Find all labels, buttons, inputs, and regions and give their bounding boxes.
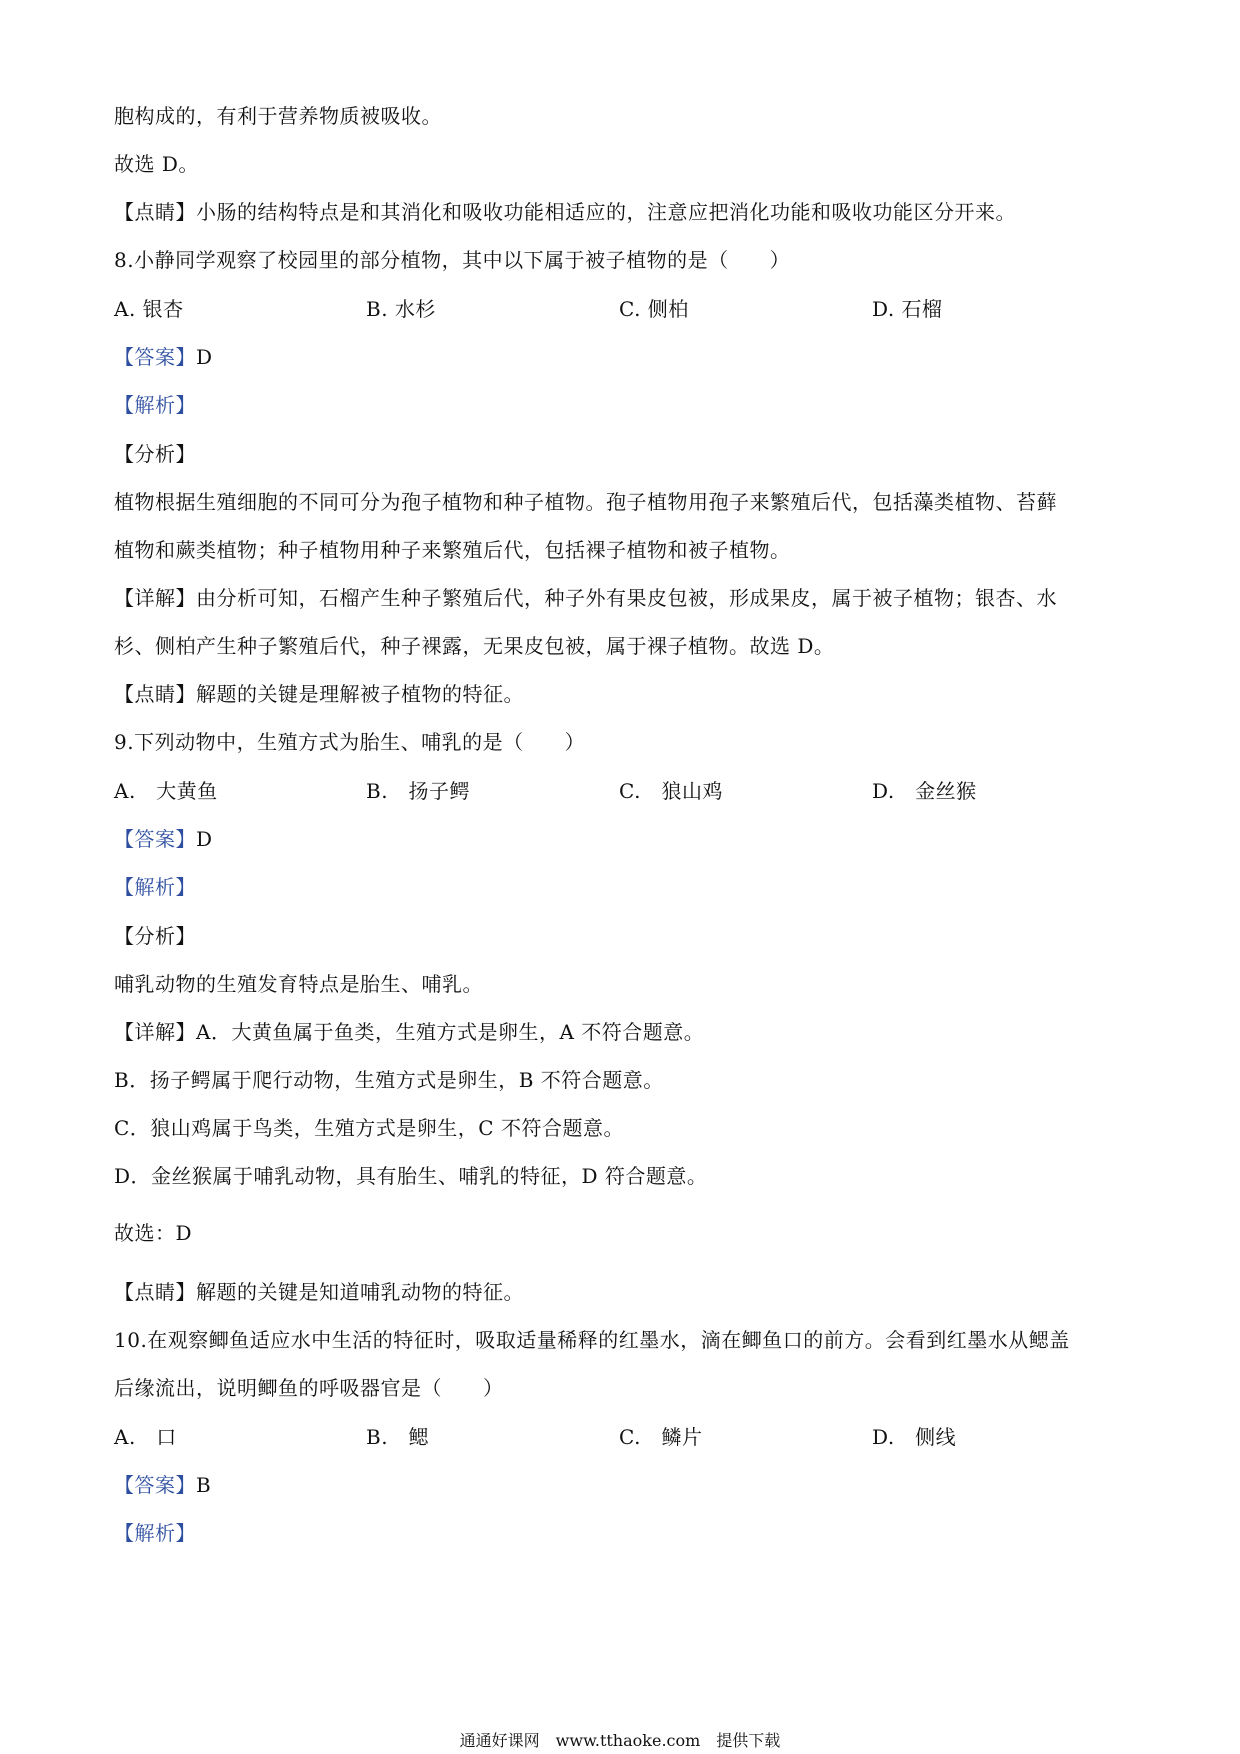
- q9-xiangjie-line-3: C．狼山鸡属于鸟类，生殖方式是卵生，C 不符合题意。: [114, 1116, 624, 1140]
- xiangjie-tag: 【详解】: [114, 1020, 196, 1044]
- note-tag: 【点睛】: [114, 200, 196, 224]
- q9-xiangjie-line-2: B．扬子鳄属于爬行动物，生殖方式是卵生，B 不符合题意。: [114, 1068, 664, 1092]
- question-10-stem-line-2: 后缘流出，说明鲫鱼的呼吸器官是（ ）: [114, 1376, 504, 1400]
- q9-jiexi-tag: 【解析】: [114, 875, 196, 899]
- dianjing-tag: 【点睛】: [114, 1280, 196, 1304]
- q8-option-c: C. 侧柏: [619, 297, 689, 321]
- q8-fenxi-line-2: 植物和蕨类植物；种子植物用种子来繁殖后代，包括裸子植物和被子植物。: [114, 538, 791, 562]
- q8-fenxi-line-1: 植物根据生殖细胞的不同可分为孢子植物和种子植物。孢子植物用孢子来繁殖后代，包括藻类植物、苔藓: [114, 490, 1057, 514]
- q9-xiangjie-line-4: D．金丝猴属于哺乳动物，具有胎生、哺乳的特征，D 符合题意。: [114, 1164, 708, 1188]
- q8-fenxi-tag: 【分析】: [114, 442, 196, 466]
- q10-option-b: B. 鳃: [366, 1425, 430, 1449]
- q9-option-a: A. 大黄鱼: [114, 779, 218, 803]
- q9-fenxi-tag: 【分析】: [114, 924, 196, 948]
- q8-xiangjie-line-1: [114, 584, 1057, 612]
- page-footer: 通通好课网 www.tthaoke.com 提供下载: [459, 1731, 781, 1750]
- q8-jiexi-tag: 【解析】: [114, 393, 196, 417]
- xiangjie-text: A．大黄鱼属于鱼类，生殖方式是卵生，A 不符合题意。: [196, 1020, 705, 1044]
- dianjing-tag: 【点睛】: [114, 682, 196, 706]
- question-9-stem: 9.下列动物中，生殖方式为胎生、哺乳的是（ ）: [114, 730, 586, 754]
- xiangjie-text: 由分析可知，石榴产生种子繁殖后代，种子外有果皮包被，形成果皮，属于被子植物；银杏、水: [196, 586, 1057, 610]
- q9-option-d: D. 金丝猴: [872, 779, 977, 803]
- answer-value: D: [196, 345, 213, 369]
- text-line: 故选 D。: [114, 152, 199, 176]
- q9-fenxi-line-1: 哺乳动物的生殖发育特点是胎生、哺乳。: [114, 972, 483, 996]
- answer-tag: 【答案】: [114, 827, 196, 851]
- q9-guxuan: 故选：D: [114, 1221, 193, 1245]
- q10-option-a: A. 口: [114, 1425, 177, 1449]
- dianjing-text: 解题的关键是理解被子植物的特征。: [196, 682, 524, 706]
- q9-dianjing: [114, 1278, 524, 1306]
- q9-answer: [114, 825, 213, 853]
- note-text: 小肠的结构特点是和其消化和吸收功能相适应的，注意应把消化功能和吸收功能区分开来。: [196, 200, 1016, 224]
- q8-option-d: D. 石榴: [872, 297, 943, 321]
- q8-answer: [114, 343, 213, 371]
- q10-option-d: D. 侧线: [872, 1425, 957, 1449]
- q9-option-c: C. 狼山鸡: [619, 779, 723, 803]
- text-line: 胞构成的，有利于营养物质被吸收。: [114, 104, 442, 128]
- answer-value: B: [196, 1473, 212, 1497]
- q8-option-a: A. 银杏: [114, 297, 184, 321]
- answer-value: D: [196, 827, 213, 851]
- dianjing-text: 解题的关键是知道哺乳动物的特征。: [196, 1280, 524, 1304]
- q8-dianjing: [114, 680, 524, 708]
- question-10-stem-line-1: 10.在观察鲫鱼适应水中生活的特征时，吸取适量稀释的红墨水，滴在鲫鱼口的前方。会看到红墨水从鳃盖: [114, 1328, 1070, 1352]
- q9-xiangjie-line-1: [114, 1018, 704, 1046]
- xiangjie-tag: 【详解】: [114, 586, 196, 610]
- q10-answer: [114, 1471, 211, 1499]
- note-line: [114, 198, 1016, 226]
- question-8-stem: 8.小静同学观察了校园里的部分植物，其中以下属于被子植物的是（ ）: [114, 248, 791, 272]
- q10-option-c: C. 鳞片: [619, 1425, 703, 1449]
- q8-xiangjie-line-2: 杉、侧柏产生种子繁殖后代，种子裸露，无果皮包被，属于裸子植物。故选 D。: [114, 634, 835, 658]
- answer-tag: 【答案】: [114, 1473, 196, 1497]
- answer-tag: 【答案】: [114, 345, 196, 369]
- q9-option-b: B. 扬子鳄: [366, 779, 471, 803]
- q8-option-b: B. 水杉: [366, 297, 436, 321]
- q10-jiexi-tag: 【解析】: [114, 1521, 196, 1545]
